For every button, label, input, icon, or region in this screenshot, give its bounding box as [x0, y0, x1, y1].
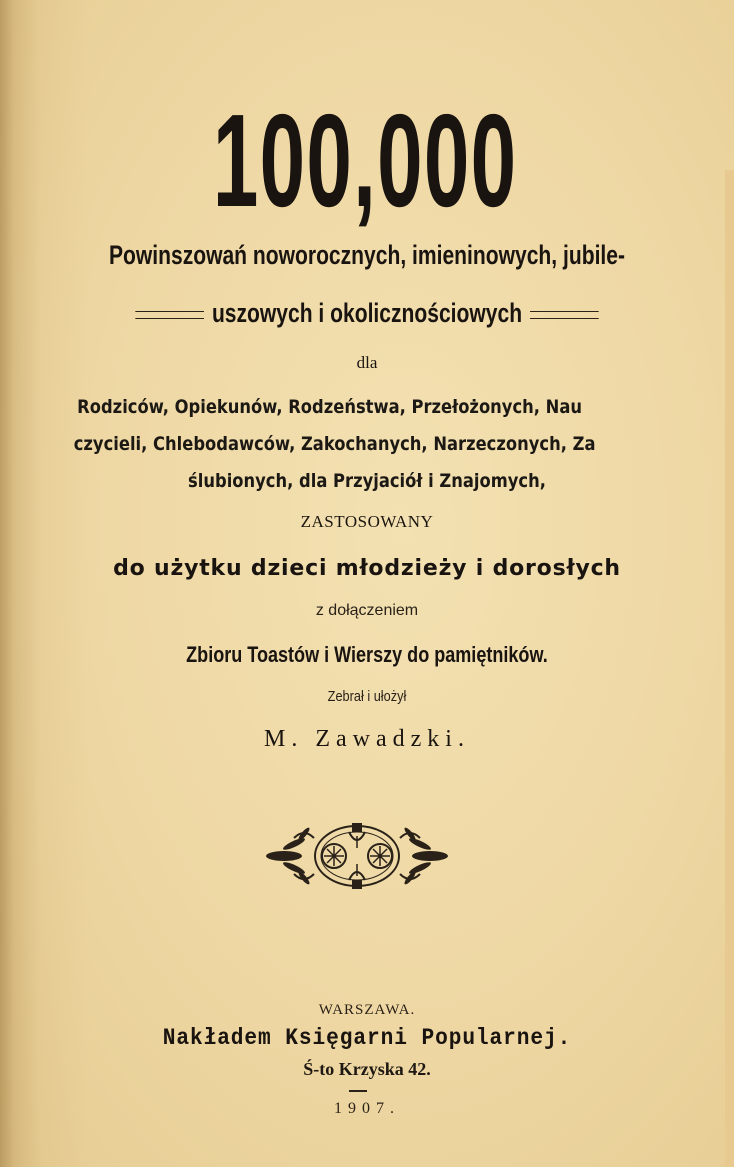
collection-line: Zbioru Toastów i Wierszy do pamiętników. [186, 642, 548, 667]
double-rule-left [135, 311, 204, 319]
headline-line-2 [81, 298, 654, 329]
for-label: dla [356, 353, 378, 372]
short-dash-divider [349, 1090, 367, 1092]
fleuron-ornament-icon [264, 818, 450, 894]
compiled-by-label: Zebrał i ułożył [327, 688, 407, 705]
big-number-title: 100,000 [212, 87, 518, 234]
recipients-line-2: czycieli, Chlebodawców, Zakochanych, Narzeczonych, Za [73, 433, 596, 455]
headline-line-1: Powinszowań noworocznych, imieninowych, jubile- [108, 240, 626, 270]
with-label: z dołączeniem [315, 602, 419, 619]
city-line: WARSZAWA. [318, 1002, 416, 1018]
recipients-line-3: ślubionych, dla Przyjaciół i Znajomych, [188, 470, 546, 492]
double-rule-right [530, 311, 599, 319]
author-name: M. Zawadzki. [264, 726, 470, 752]
audience-line: do użytku dzieci młodzieży i dorosłych [113, 556, 621, 581]
address-line: Ś-to Krzyska 42. [303, 1059, 431, 1079]
applied-label: ZASTOSOWANY [300, 512, 434, 531]
recipients-line-1: Rodziców, Opiekunów, Rodzeństwa, Przełożonych, Nau [77, 396, 583, 418]
publisher-line: Nakładem Księgarni Popularnej. [162, 1025, 572, 1051]
year-line: 1907. [334, 1100, 400, 1117]
headline-line-2-text: uszowych i okolicznościowych [211, 298, 523, 328]
